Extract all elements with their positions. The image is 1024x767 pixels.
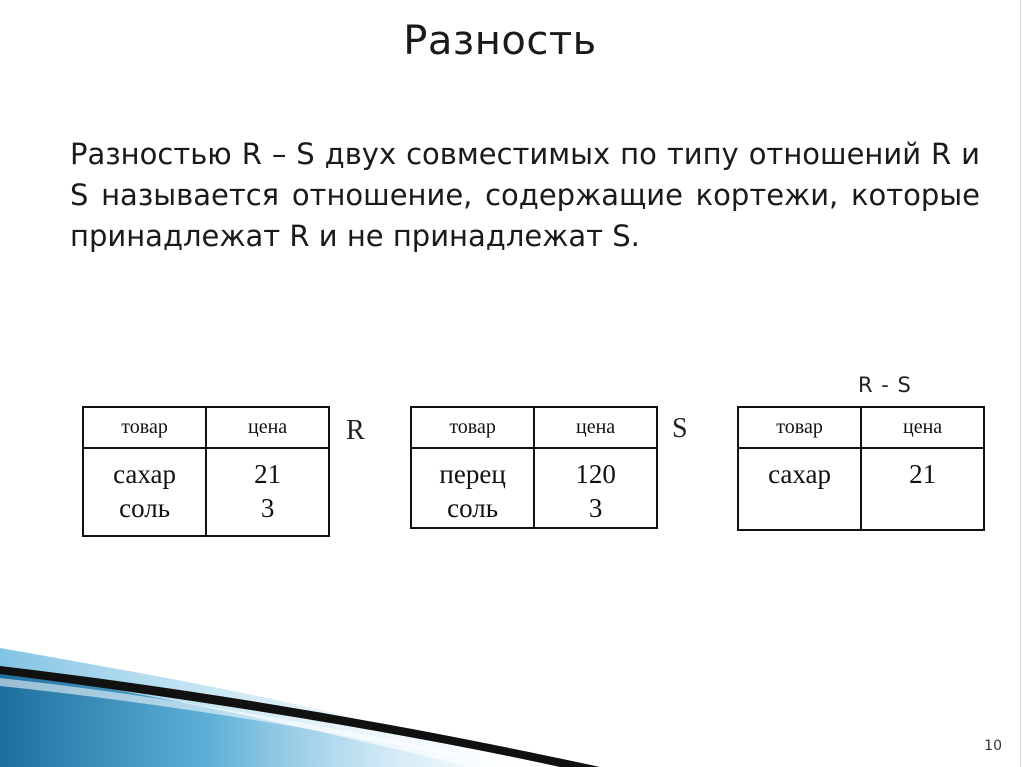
cell-value: 120 [575,459,616,489]
cell-value: соль [119,493,171,523]
page-number: 10 [984,738,1002,754]
definition-paragraph: Разностью R – S двух совместимых по типу отношений R и S называется отношение, содержащие кортежи, которые принадлежат R и не принадлежат S. [70,137,980,253]
product-cell [738,448,861,530]
cell-value: перец [439,459,506,489]
relation-difference-table [737,406,985,531]
slide-title: Разность [403,18,597,64]
column-header-product: товар [411,407,534,448]
decorative-swoosh [0,640,760,767]
table-header-row [411,407,657,448]
price-cell [206,448,329,536]
cell-value: 21 [254,459,282,489]
column-header-product: товар [738,407,861,448]
table-header-row [83,407,329,448]
relation-r-label: R [346,415,365,446]
product-cell [411,448,534,528]
cell-value: 21 [909,459,937,489]
relation-difference-label: R - S [858,373,912,397]
column-header-product: товар [83,407,206,448]
price-cell [861,448,984,530]
table-header-row [738,407,984,448]
table-row [411,448,657,528]
cell-value: соль [447,493,499,523]
product-cell [83,448,206,536]
cell-value: сахар [113,459,177,489]
cell-value: 3 [588,493,603,523]
relation-s-label: S [672,413,688,444]
price-cell [534,448,657,528]
swoosh-blue-band [0,670,470,767]
column-header-price: цена [861,407,984,448]
cell-value: сахар [768,459,832,489]
table-row [738,448,984,530]
relation-s-table [410,406,658,529]
column-header-price: цена [206,407,329,448]
relation-r-table [82,406,330,537]
column-header-price: цена [534,407,657,448]
cell-value: 3 [260,493,275,523]
table-row [83,448,329,536]
